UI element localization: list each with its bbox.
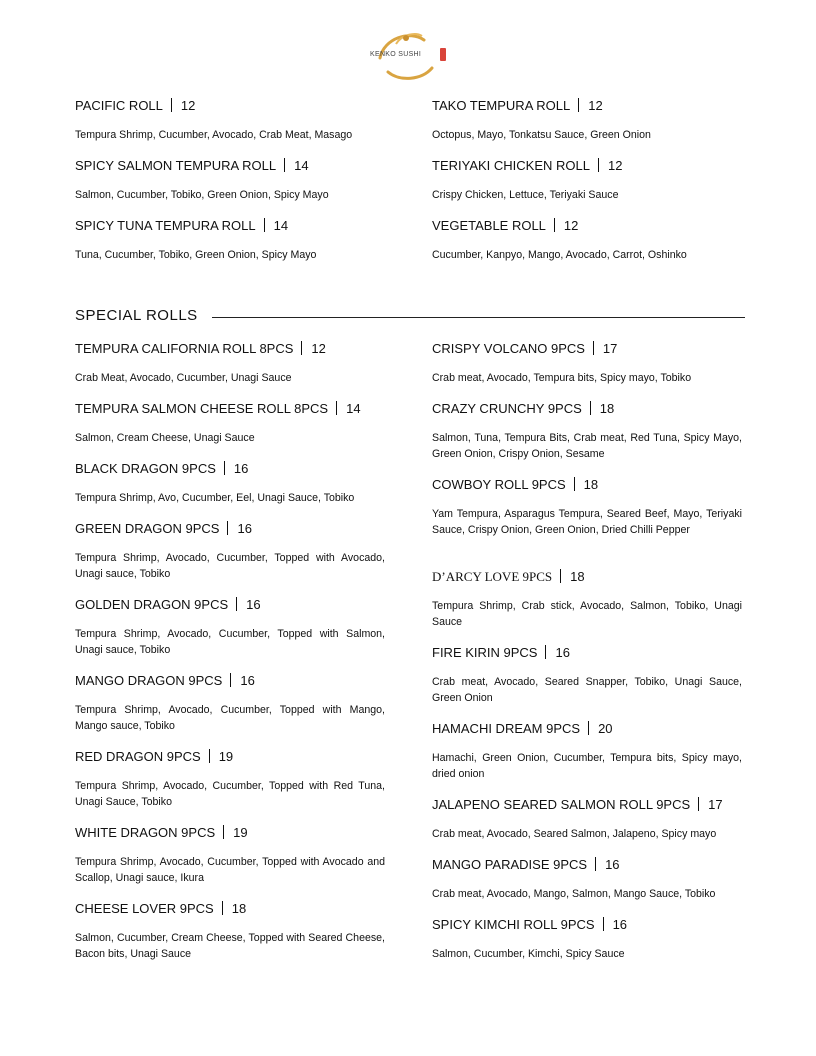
price-separator (209, 749, 210, 763)
item-price: 16 (240, 673, 255, 688)
item-price: 14 (346, 401, 361, 416)
item-price: 16 (233, 461, 249, 476)
menu-item (432, 645, 742, 706)
menu-item (432, 797, 742, 842)
item-name: MANGO DRAGON 9PCS (75, 673, 223, 688)
item-price: 14 (273, 218, 289, 233)
item-name: CHEESE LOVER 9PCS (75, 901, 214, 916)
menu-item (75, 749, 385, 810)
price-separator (590, 401, 591, 415)
item-description: Crab Meat, Avocado, Cucumber, Unagi Sauce (75, 372, 292, 384)
item-price: 16 (237, 521, 252, 536)
item-description: Tempura Shrimp, Avo, Cucumber, Eel, Unagi Sauce, Tobiko (75, 492, 355, 504)
price-separator (223, 825, 224, 839)
item-description: Salmon, Cucumber, Kimchi, Spicy Sauce (432, 948, 625, 960)
price-separator (578, 98, 579, 112)
price-separator (336, 401, 337, 415)
item-description: Crab meat, Avocado, Seared Snapper, Tobiko, Unagi Sauce, Green Onion (432, 676, 742, 704)
menu-item (432, 569, 742, 630)
item-price: 16 (555, 645, 570, 660)
price-separator (554, 218, 555, 232)
item-description: Octopus, Mayo, Tonkatsu Sauce, Green Onion (432, 129, 651, 141)
item-name: MANGO PARADISE 9PCS (432, 857, 588, 872)
item-name: RED DRAGON 9PCS (75, 749, 201, 764)
price-separator (598, 158, 599, 172)
price-separator (236, 597, 237, 611)
item-description: Tuna, Cucumber, Tobiko, Green Onion, Spicy Mayo (75, 249, 317, 261)
price-separator (264, 218, 265, 232)
item-description: Salmon, Tuna, Tempura Bits, Crab meat, Red Tuna, Spicy Mayo, Green Onion, Crispy Onion, Sesame (432, 432, 742, 460)
item-price: 17 (708, 797, 723, 812)
item-price: 20 (598, 721, 613, 736)
item-name: SPICY TUNA TEMPURA ROLL (75, 218, 256, 233)
item-description: Tempura Shrimp, Avocado, Cucumber, Topped with Mango, Mango sauce, Tobiko (75, 704, 385, 732)
item-name: CRAZY CRUNCHY 9PCS (432, 401, 582, 416)
item-name: D’ARCY LOVE 9PCS (432, 569, 553, 584)
price-separator (545, 645, 546, 659)
menu-item (75, 158, 385, 203)
price-separator (227, 521, 228, 535)
menu-item (432, 477, 742, 538)
brand-badge-icon (440, 48, 446, 61)
item-description: Crispy Chicken, Lettuce, Teriyaki Sauce (432, 189, 619, 201)
item-price: 12 (607, 158, 623, 173)
item-description: Yam Tempura, Asparagus Tempura, Seared Beef, Mayo, Teriyaki Sauce, Crispy Onion, Green Onion, Dried Chilli Pepper (432, 508, 742, 536)
menu-item (432, 917, 742, 962)
menu-item (432, 341, 742, 386)
menu-item (75, 597, 385, 658)
menu-item (75, 218, 385, 263)
item-description: Cucumber, Kanpyo, Mango, Avocado, Carrot, Oshinko (432, 249, 687, 261)
price-separator (222, 901, 223, 915)
menu-item (75, 341, 385, 386)
item-name: PACIFIC ROLL (75, 98, 163, 113)
item-price: 18 (599, 401, 615, 416)
menu-item (432, 218, 742, 263)
item-name: TAKO TEMPURA ROLL (432, 98, 571, 113)
item-name: FIRE KIRIN 9PCS (432, 645, 538, 660)
menu-item (432, 401, 742, 462)
section-heading-special-rolls (75, 307, 745, 327)
item-description: Crab meat, Avocado, Tempura bits, Spicy mayo, Tobiko (432, 372, 692, 384)
item-name: BLACK DRAGON 9PCS (75, 461, 216, 476)
item-price: 12 (563, 218, 579, 233)
price-separator (595, 857, 596, 871)
item-price: 16 (612, 917, 628, 932)
item-description: Salmon, Cream Cheese, Unagi Sauce (75, 432, 255, 444)
item-price: 18 (570, 569, 585, 584)
item-price: 12 (588, 98, 603, 113)
item-name: HAMACHI DREAM 9PCS (432, 721, 581, 736)
item-price: 19 (218, 749, 234, 764)
item-price: 12 (180, 98, 196, 113)
item-name: TEMPURA CALIFORNIA ROLL 8PCS (75, 341, 294, 356)
item-price: 12 (311, 341, 326, 356)
menu-item (75, 521, 385, 582)
item-name: JALAPENO SEARED SALMON ROLL 9PCS (432, 797, 691, 812)
price-separator (284, 158, 285, 172)
price-separator (574, 477, 575, 491)
item-name: VEGETABLE ROLL (432, 218, 546, 233)
item-name: WHITE DRAGON 9PCS (75, 825, 216, 840)
item-description: Tempura Shrimp, Avocado, Cucumber, Topped with Red Tuna, Unagi Sauce, Tobiko (75, 780, 385, 808)
item-description: Salmon, Cucumber, Cream Cheese, Topped with Seared Cheese, Bacon bits, Unagi Sauce (75, 932, 385, 960)
item-description: Hamachi, Green Onion, Cucumber, Tempura bits, Spicy mayo, dried onion (432, 752, 742, 780)
item-description: Crab meat, Avocado, Mango, Salmon, Mango Sauce, Tobiko (432, 888, 716, 900)
menu-item (75, 901, 385, 962)
item-description: Salmon, Cucumber, Tobiko, Green Onion, Spicy Mayo (75, 189, 329, 201)
brand-logo (366, 28, 450, 82)
item-name: GREEN DRAGON 9PCS (75, 521, 220, 536)
price-separator (224, 461, 225, 475)
item-name: TERIYAKI CHICKEN ROLL (432, 158, 590, 173)
item-name: GOLDEN DRAGON 9PCS (75, 597, 229, 612)
menu-item (432, 158, 742, 203)
price-separator (171, 98, 172, 112)
menu-item (75, 461, 385, 506)
item-price: 18 (583, 477, 599, 492)
item-price: 17 (602, 341, 618, 356)
menu-item (75, 401, 385, 446)
item-description: Tempura Shrimp, Cucumber, Avocado, Crab Meat, Masago (75, 129, 353, 141)
item-name: SPICY SALMON TEMPURA ROLL (75, 158, 277, 173)
menu-item (75, 98, 385, 143)
item-price: 18 (231, 901, 247, 916)
item-description: Tempura Shrimp, Avocado, Cucumber, Topped with Avocado and Scallop, Unagi sauce, Ikura (75, 856, 385, 884)
menu-item (432, 98, 742, 143)
item-name: COWBOY ROLL 9PCS (432, 477, 566, 492)
item-description: Tempura Shrimp, Avocado, Cucumber, Topped with Avocado, Unagi sauce, Tobiko (75, 552, 385, 580)
price-separator (698, 797, 699, 811)
price-separator (588, 721, 589, 735)
menu-item (432, 721, 742, 782)
price-separator (560, 569, 561, 583)
price-separator (301, 341, 302, 355)
item-name: TEMPURA SALMON CHEESE ROLL 8PCS (75, 401, 329, 416)
price-separator (593, 341, 594, 355)
item-price: 16 (246, 597, 261, 612)
item-name: SPICY KIMCHI ROLL 9PCS (432, 917, 595, 932)
section-title: SPECIAL ROLLS (75, 307, 212, 324)
item-price: 14 (294, 158, 309, 173)
item-description: Tempura Shrimp, Avocado, Cucumber, Topped with Salmon, Unagi sauce, Tobiko (75, 628, 385, 656)
item-name: CRISPY VOLCANO 9PCS (432, 341, 585, 356)
item-price: 19 (233, 825, 248, 840)
price-separator (603, 917, 604, 931)
item-price: 16 (605, 857, 620, 872)
item-description: Crab meat, Avocado, Seared Salmon, Jalapeno, Spicy mayo (432, 828, 717, 840)
menu-item (432, 857, 742, 902)
price-separator (230, 673, 231, 687)
menu-item (75, 673, 385, 734)
menu-item (75, 825, 385, 886)
item-description: Tempura Shrimp, Crab stick, Avocado, Salmon, Tobiko, Unagi Sauce (432, 600, 742, 628)
brand-name: KENKO SUSHI (370, 51, 422, 58)
